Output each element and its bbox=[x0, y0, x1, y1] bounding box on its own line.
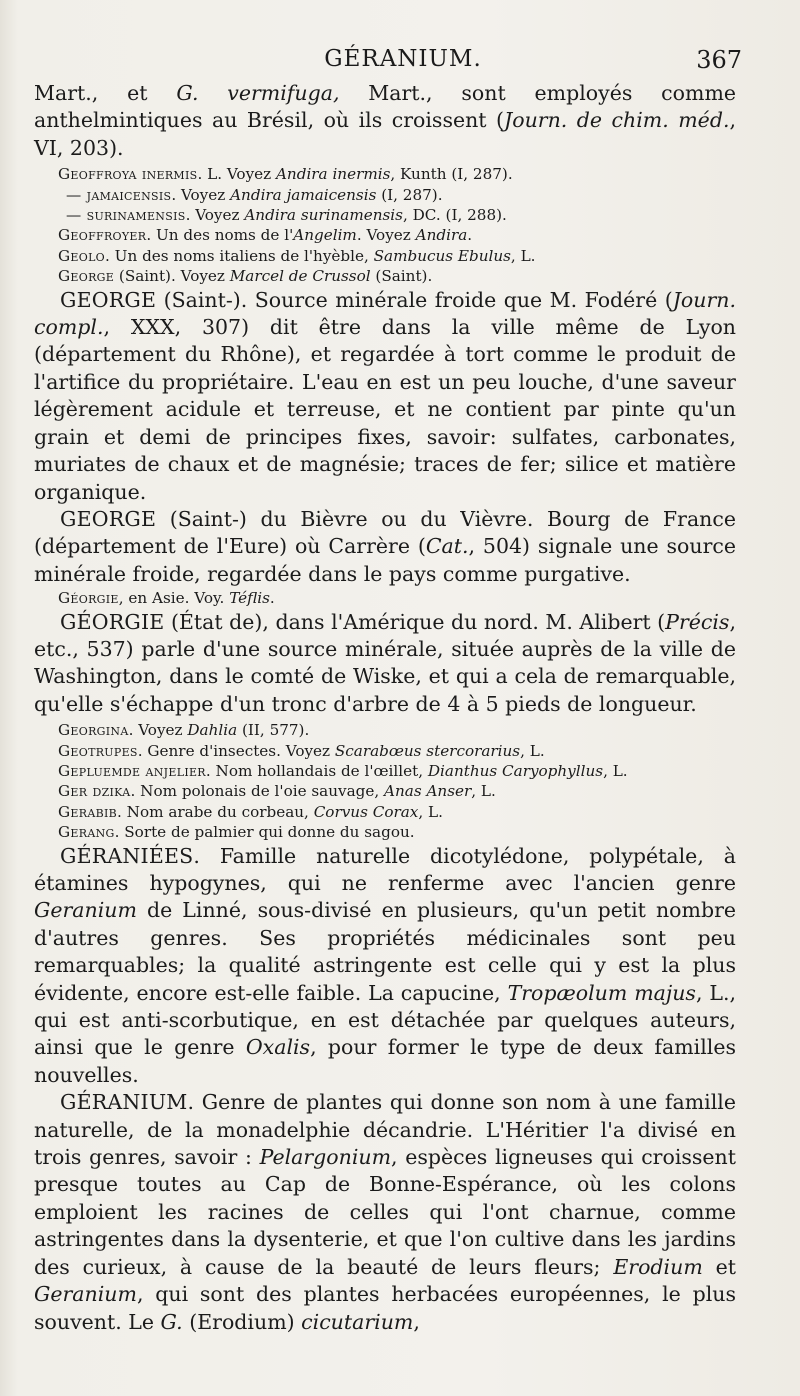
entry-geraniees: GÉRANIÉES. Famille naturelle dicotylédone, polypétale, à étamines hypogynes, qui ne renferme avec l'ancien genre Geranium de Linné, sous-divisé en plusieurs, qu'un petit nombre d'autres genres. Ses propriétés médicinales sont peu remarquables; la qualité astringente est celle qui y est la plus évidente, encore est-elle faible. La capucine, Tropæolum majus, L., qui est anti-scorbutique, en est détachée par quelques auteurs, ainsi que le genre Oxalis, pour former le type de deux familles nouvelles. bbox=[34, 843, 736, 1087]
entry-geoffroya-surinamensis: — surinamensis. Voyez Andira surinamensis, DC. (I, 288). bbox=[66, 206, 507, 225]
page-number: 367 bbox=[696, 46, 742, 74]
entry-george-saint-ref: George (Saint). Voyez Marcel de Crussol (Saint). bbox=[58, 267, 433, 286]
entry-geolo: Geolo. Un des noms italiens de l'hyèble, Sambucus Ebulus, L. bbox=[58, 246, 536, 265]
entry-george-saint-lyon: GEORGE (Saint-). Source minérale froide que M. Fodéré (Journ. compl., XXX, 307) dit être dans la ville même de Lyon (département du Rhône), et regardée à tort comme le produit de l'artifice du propriétaire. L'eau en est un peu louche, d'une saveur légèrement acidule et terreuse, et ne contient par pinte qu'un grain et demi de principes fixes, savoir: sulfates, carbonates, muriates de chaux et de magnésie; traces de fer; silice et matière organique. bbox=[34, 287, 736, 504]
entry-georgie-etat: GÉORGIE (État de), dans l'Amérique du nord. M. Alibert (Précis, etc., 537) parle d'une source minérale, située auprès de la ville de Washington, dans le comté de Wiske, et qui a cela de remarquable, qu'elle s'échappe d'un tronc d'arbre de 4 à 5 pieds de longueur. bbox=[34, 609, 736, 716]
entry-geranium: GÉRANIUM. Genre de plantes qui donne son nom à une famille naturelle, de la monadelphie décandrie. L'Héritier l'a divisé en trois genres, savoir : Pelargonium, espèces ligneuses qui croissent presque toutes au Cap de Bonne-Espérance, où les colons emploient les racines de celles qui l'ont charnue, comme astringentes dans la dysenterie, et que l'on cultive dans les jardins des curieux, à cause de la beauté de leurs fleurs; Erodium et Geranium, qui sont des plantes herbacées européennes, le plus souvent. Le G. (Erodium) cicutarium, bbox=[34, 1090, 736, 1334]
entry-geoffroya-jamaicensis: — jamaicensis. Voyez Andira jamaicensis (I, 287). bbox=[66, 185, 443, 204]
entry-george-saint-bievre: GEORGE (Saint-) du Bièvre ou du Vièvre. Bourg de France (département de l'Eure) où Carrère (Cat., 504) signale une source minérale froide, regardée dans le pays comme purgative. bbox=[34, 506, 737, 586]
entry-geotrupes: Geotrupes. Genre d'insectes. Voyez Scarabœus stercorarius, L. bbox=[58, 741, 545, 760]
page-title: GÉRANIUM. bbox=[324, 46, 482, 72]
entry-georgie-asie: Géorgie, en Asie. Voy. Téflis. bbox=[58, 589, 275, 608]
entry-geoffroyer: Geoffroyer. Un des noms de l'Angelim. Voyez Andira. bbox=[58, 226, 473, 245]
entry-gerang: Gerang. Sorte de palmier qui donne du sagou. bbox=[58, 823, 415, 842]
running-head bbox=[58, 46, 748, 80]
entry-georgina: Georgina. Voyez Dahlia (II, 577). bbox=[58, 721, 310, 740]
entry-continuation: Mart., et G. vermifuga, Mart., sont employés comme anthelmintiques au Brésil, où ils croissent (Journ. de chim. méd., VI, 203). bbox=[34, 81, 737, 160]
entry-gerabib: Gerabib. Nom arabe du corbeau, Corvus Corax, L. bbox=[58, 802, 443, 821]
entry-geoffroya-inermis: Geoffroya inermis. L. Voyez Andira inermis, Kunth (I, 287). bbox=[58, 165, 513, 184]
entry-gepluemde-anjelier: Gepluemde anjelier. Nom hollandais de l'œillet, Dianthus Caryophyllus, L. bbox=[58, 761, 628, 780]
entry-ger-dzika: Ger dzika. Nom polonais de l'oie sauvage, Anas Anser, L. bbox=[58, 782, 496, 801]
page-content bbox=[34, 80, 736, 1336]
